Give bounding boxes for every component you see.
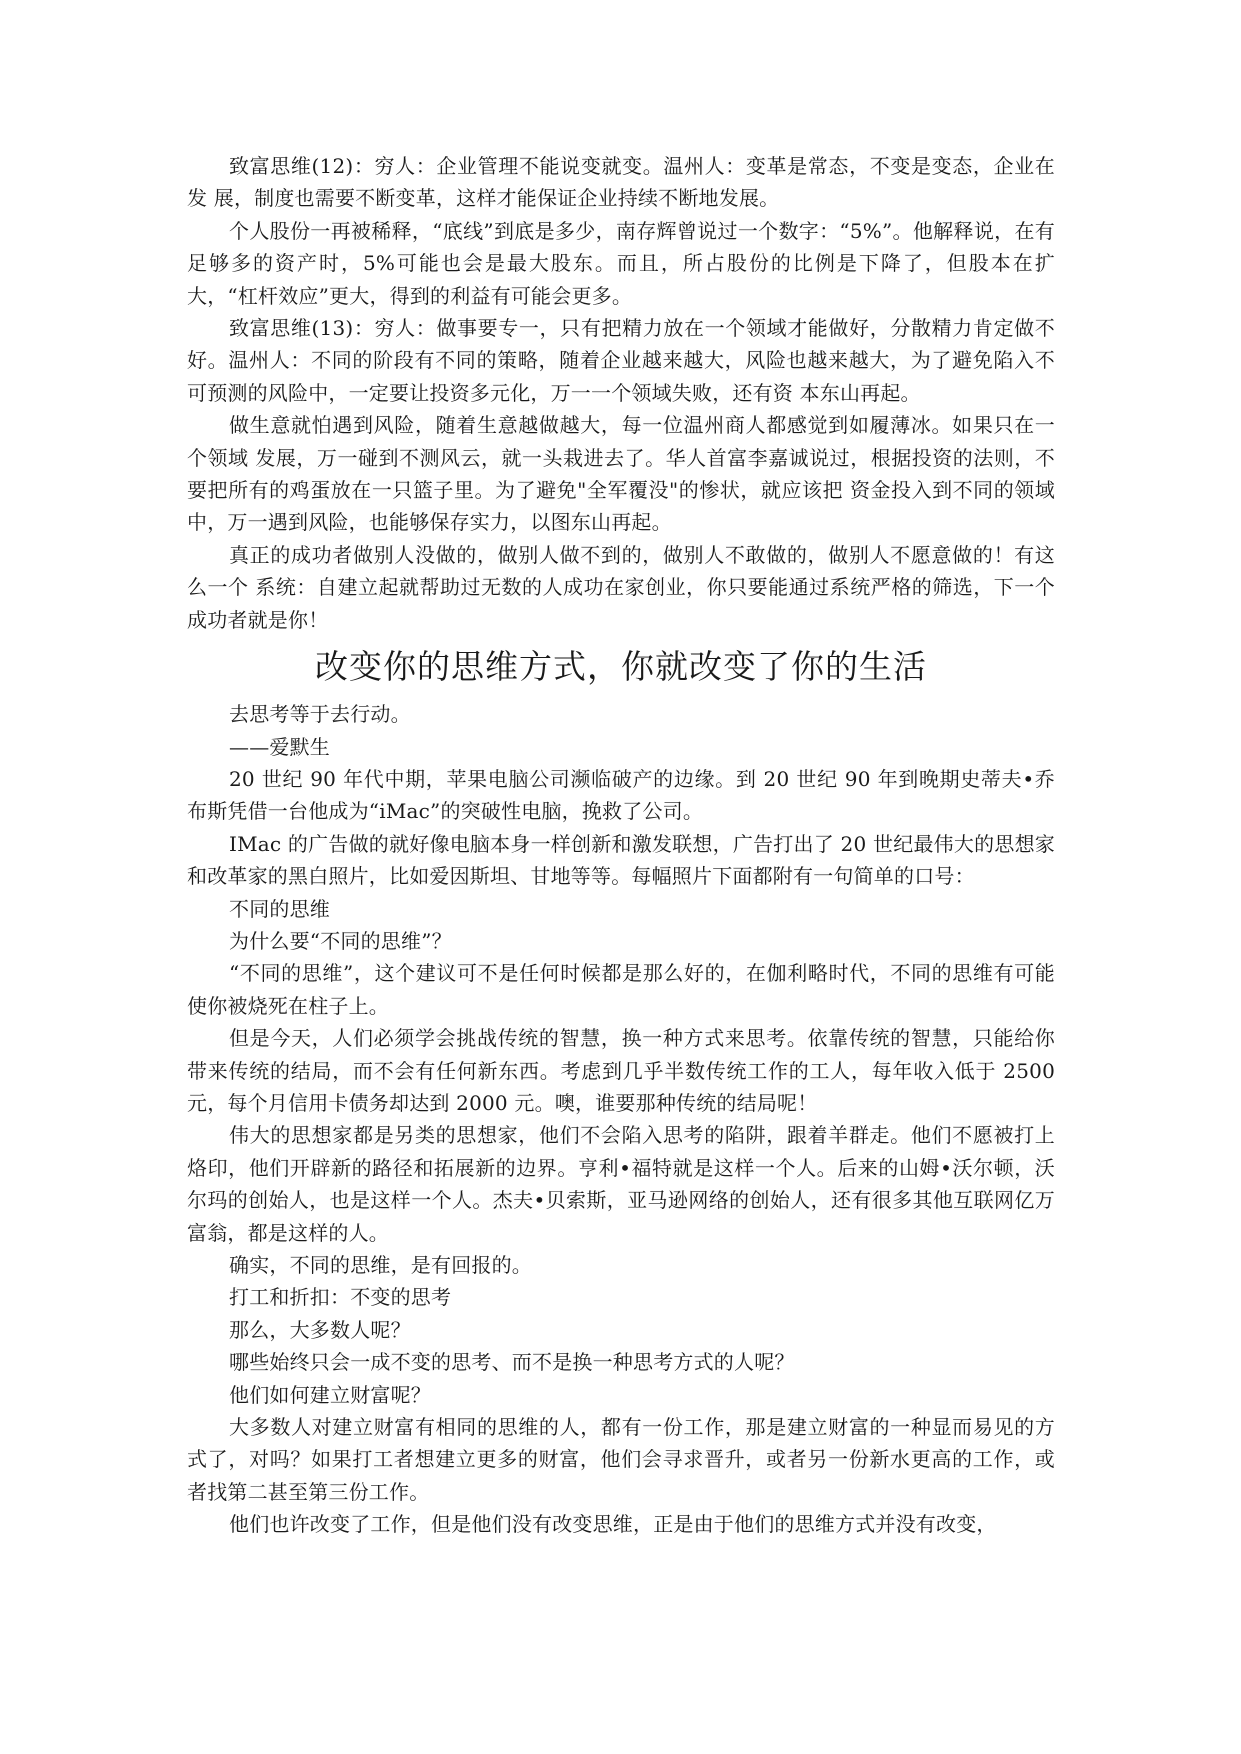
- paragraph: 致富思维(13)：穷人：做事要专一，只有把精力放在一个领域才能做好，分散精力肯定做不 好。温州人：不同的阶段有不同的策略，随着企业越来越大，风险也越来越大，为了避免陷入不可预测的风险中，一定要让投资多元化，万一一个领域失败，还有资 本东山再起。: [187, 316, 1055, 405]
- paragraph: 致富思维(12)：穷人：企业管理不能说变就变。温州人：变革是常态，不变是变态，企业在发 展，制度也需要不断变革，这样才能保证企业持续不断地发展。: [187, 154, 1055, 211]
- quote-attribution: ——爱默生: [229, 734, 330, 759]
- paragraph: 做生意就怕遇到风险，随着生意越做越大，每一位温州商人都感觉到如履薄冰。如果只在一个领域 发展，万一碰到不测风云，就一头栽进去了。华人首富李嘉诚说过，根据投资的法则，不要把所有的鸡蛋放在一只篮子里。为了避免"全军覆没"的惨状，就应该把 资金投入到不同的领域中，万一遇到风险，也能够保存实力，以图东山再起。: [187, 413, 1055, 535]
- paragraph: IMac 的广告做的就好像电脑本身一样创新和激发联想，广告打出了 20 世纪最伟大的思想家和改革家的黑白照片，比如爱因斯坦、甘地等等。每幅照片下面都附有一句简单的口号：: [187, 831, 1055, 889]
- paragraph: 真正的成功者做别人没做的，做别人做不到的，做别人不敢做的，做别人不愿意做的！有这么一个 系统：自建立起就帮助过无数的人成功在家创业，你只要能通过系统严格的筛选，下一个成功者就是你！: [187, 542, 1055, 632]
- paragraph: 确实，不同的思维，是有回报的。: [229, 1253, 532, 1277]
- paragraph: 个人股份一再被稀释，“底线”到底是多少，南存辉曾说过一个数字：“5%”。他解释说，在有 足够多的资产时，5%可能也会是最大股东。而且，所占股份的比例是下降了，但股本在扩大，“杠杆效应”更大，得到的利益有可能会更多。: [187, 218, 1055, 308]
- paragraph: “不同的思维”，这个建议可不是任何时候都是那么好的，在伽利略时代，不同的思维有可能使你被烧死在柱子上。: [187, 961, 1055, 1018]
- paragraph: 那么，大多数人呢？: [229, 1317, 411, 1342]
- paragraph: 为什么要“不同的思维”？: [229, 928, 452, 953]
- document-body: [187, 150, 1055, 1541]
- paragraph: 但是今天，人们必须学会挑战传统的智慧，换一种方式来思考。依靠传统的智慧，只能给你带来传统的结局，而不会有任何新东西。考虑到几乎半数传统工作的工人，每年收入低于 2500 元，每个月信用卡债务却达到 2000 元。噢，谁要那种传统的结局呢！: [187, 1026, 1055, 1115]
- paragraph: 伟大的思想家都是另类的思想家，他们不会陷入思考的陷阱，跟着羊群走。他们不愿被打上烙印，他们开辟新的路径和拓展新的边界。亨利•福特就是这样一个人。后来的山姆•沃尔顿，沃尔玛的创始人，也是这样一个人。杰夫•贝索斯，亚马逊网络的创始人，还有很多其他互联网亿万富翁，都是这样的人。: [187, 1123, 1055, 1245]
- section-heading: 改变你的思维方式，你就改变了你的生活: [315, 647, 927, 687]
- slogan-line: 不同的思维: [229, 896, 330, 921]
- paragraph: 20 世纪 90 年代中期，苹果电脑公司濒临破产的边缘。到 20 世纪 90 年到晚期史蒂夫•乔布斯凭借一台他成为“iMac”的突破性电脑，挽救了公司。: [187, 766, 1055, 824]
- paragraph: 他们如何建立财富呢？: [229, 1382, 431, 1407]
- paragraph: 哪些始终只会一成不变的思考、而不是换一种思考方式的人呢？: [229, 1350, 795, 1375]
- paragraph: 他们也许改变了工作，但是他们没有改变思维，正是由于他们的思维方式并没有改变，: [229, 1512, 997, 1537]
- paragraph: 大多数人对建立财富有相同的思维的人，都有一份工作，那是建立财富的一种显而易见的方式了，对吗？如果打工者想建立更多的财富，他们会寻求晋升，或者另一份新水更高的工作，或者找第二甚至第三份工作。: [187, 1415, 1055, 1504]
- subheading-line: 打工和折扣：不变的思考: [229, 1285, 452, 1310]
- paragraph: 去思考等于去行动。: [229, 702, 411, 727]
